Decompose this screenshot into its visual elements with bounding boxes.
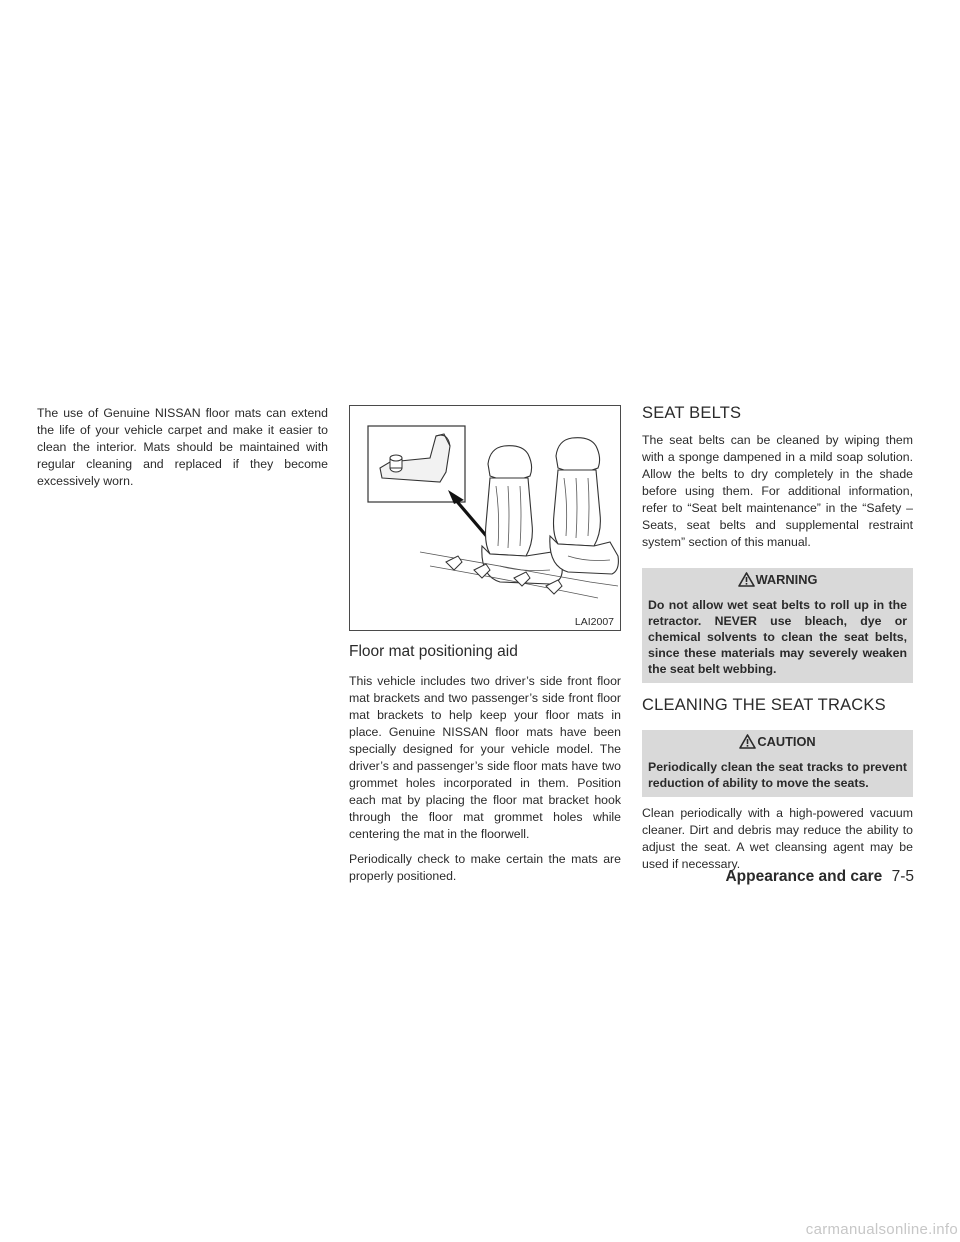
seat-belts-paragraph: The seat belts can be cleaned by wiping them with a sponge dampened in a mild soap solution. Allow the belts to dry completely in the shade before using them. For additional information, refer to “Seat belt maintenance” in the “Safety – Seats, seat belts and supplemental restraint system” section of this manual. — [642, 433, 913, 549]
warning-box — [642, 568, 913, 683]
middle-column — [349, 405, 621, 885]
caution-box — [642, 730, 913, 797]
seat-tracks-paragraph: Clean periodically with a high-powered vacuum cleaner. Dirt and debris may reduce the ability to adjust the seat. A wet cleansing agent may be used if necessary. — [642, 806, 913, 871]
warning-title: WARNING — [755, 572, 818, 587]
seats-illustration — [350, 406, 620, 630]
right-column — [642, 403, 913, 873]
warning-header — [642, 568, 913, 591]
caution-header — [642, 730, 913, 753]
caution-title: CAUTION — [757, 734, 816, 749]
floor-mat-heading: Floor mat positioning aid — [349, 643, 518, 660]
figure-floor-mat — [349, 405, 621, 631]
caution-text: Periodically clean the seat tracks to prevent reduction of ability to move the seats. — [648, 760, 907, 790]
floor-mat-paragraph-1: This vehicle includes two driver’s side front floor mat brackets and two passenger’s side front floor mat brackets to help keep your floor mats in place. Genuine NISSAN floor mats have been specially designed for your vehicle model. The driver’s and passenger’s side floor mats have two grommet holes incorporated in them. Position each mat by placing the floor mat bracket hook through the floor mat grommet holes while centering the mat in the floorwell. — [349, 674, 621, 841]
seat-tracks-heading: CLEANING THE SEAT TRACKS — [642, 696, 886, 714]
watermark-text: carmanualsonline.info — [805, 1221, 958, 1238]
footer-section-name: Appearance and care — [725, 868, 883, 885]
figure-label: LAI2007 — [574, 616, 614, 628]
watermark — [670, 1210, 960, 1242]
warning-triangle-icon — [739, 734, 756, 749]
warning-triangle-icon — [738, 572, 755, 587]
page-footer — [725, 868, 914, 886]
left-column — [37, 405, 328, 490]
intro-paragraph: The use of Genuine NISSAN floor mats can extend the life of your vehicle carpet and make it easier to clean the interior. Mats should be maintained with regular cleaning and replaced if they become excessively worn. — [37, 406, 328, 488]
footer-page-number: 7-5 — [891, 868, 914, 885]
warning-text: Do not allow wet seat belts to roll up in the retractor. NEVER use bleach, dye or chemical solvents to clean the seat belts, since these materials may severely weaken the seat belt webbing. — [648, 598, 907, 676]
seat-belts-heading: SEAT BELTS — [642, 404, 742, 422]
floor-mat-paragraph-2: Periodically check to make certain the mats are properly positioned. — [349, 852, 621, 883]
